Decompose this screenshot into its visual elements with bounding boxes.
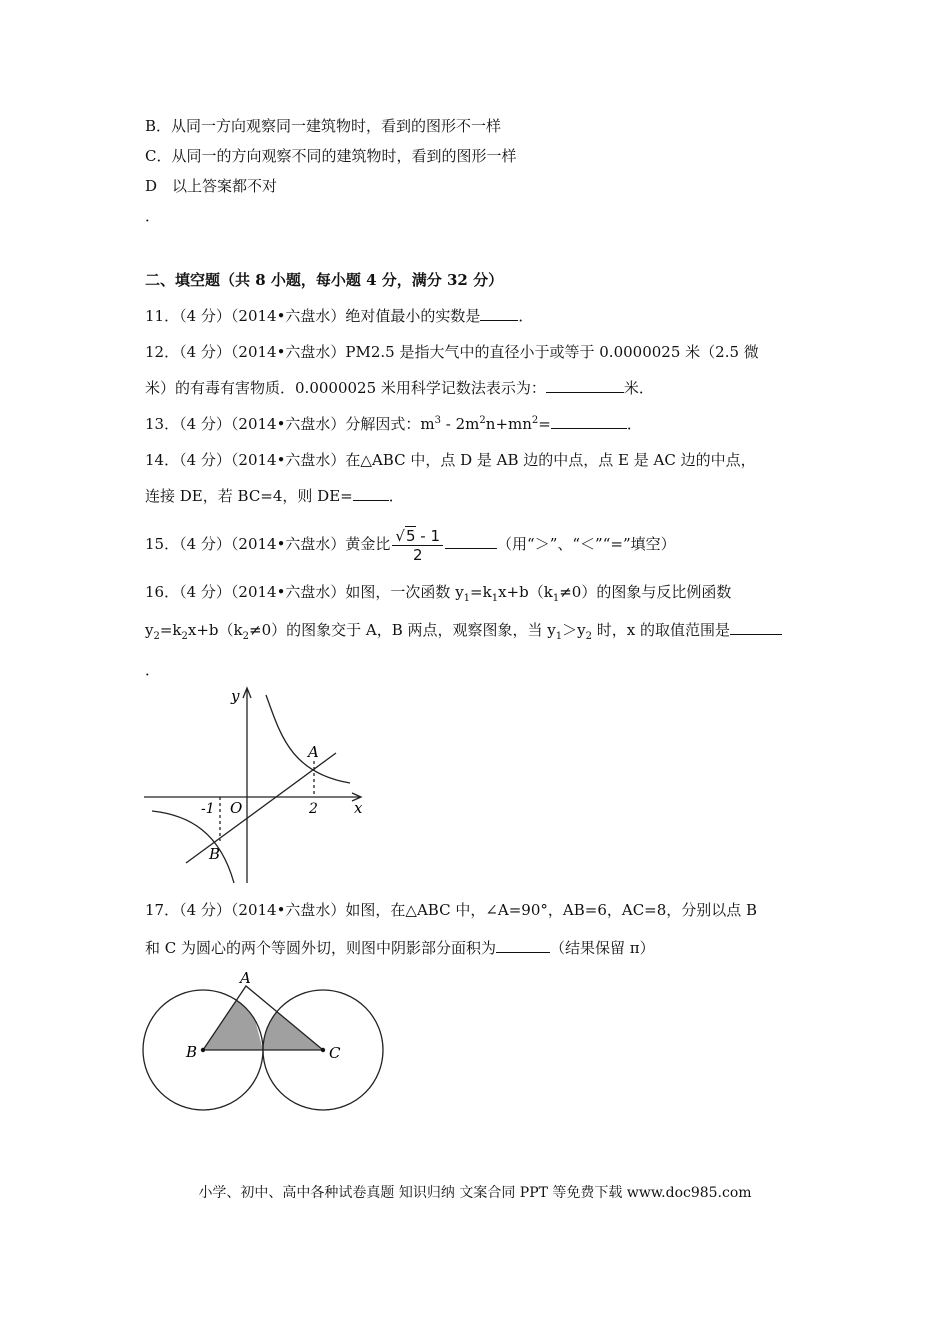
- answer-blank: [353, 486, 389, 501]
- q13-sup: 3: [434, 415, 442, 426]
- section-title: 二、填空题（共 8 小题，每小题 4 分，满分 32 分）: [145, 271, 504, 289]
- q16-sub: 2: [585, 631, 592, 642]
- q13-sup: 2: [479, 415, 486, 426]
- sqrt-radicand: 5: [405, 526, 416, 545]
- option-dot: ．: [145, 207, 161, 225]
- point-a-label: A: [308, 743, 319, 761]
- q14-end: ．: [388, 487, 404, 505]
- q11-end: ．: [518, 307, 534, 325]
- q17-line2-text: 和 C 为圆心的两个等圆外切，则图中阴影部分面积为: [145, 939, 497, 957]
- q12-line2-text: 米）的有毒有害物质．0.0000025 米用科学记数法表示为：: [145, 379, 546, 397]
- origin-label: O: [230, 799, 243, 817]
- function-graph: [140, 683, 380, 888]
- q16-text: x+b（k: [187, 621, 243, 639]
- answer-blank: [551, 414, 627, 429]
- answer-blank: [730, 620, 782, 635]
- q16-sub: 2: [242, 631, 250, 642]
- question-17-line2: [145, 938, 655, 958]
- option-b: B．从同一方向观察同一建筑物时，看到的图形不一样: [145, 117, 502, 135]
- q16-sub: 2: [181, 631, 188, 642]
- q16-text: y: [145, 621, 154, 639]
- two-label: 2: [309, 801, 318, 817]
- question-16-line1: [145, 582, 731, 602]
- question-17-line1: 17．（4 分）（2014•六盘水）如图，在△ABC 中，∠A=90°，AB=6，AC=8，分别以点 B: [145, 901, 758, 919]
- question-16-line2: [145, 620, 782, 640]
- numerator-minus: - 1: [415, 526, 441, 545]
- q16-text: x+b（k: [498, 583, 553, 601]
- q15-prefix: 15．（4 分）（2014•六盘水）黄金比: [145, 535, 391, 553]
- q14-line2-text: 连接 DE，若 BC=4，则 DE=: [145, 487, 353, 505]
- question-12-line2: [145, 378, 654, 398]
- option-c: C．从同一的方向观察不同的建筑物时，看到的图形一样: [145, 147, 517, 165]
- golden-ratio-fraction: [392, 527, 443, 564]
- q16-sub: 1: [491, 593, 499, 604]
- question-13: [145, 414, 642, 434]
- q16-text: ＞y: [562, 621, 586, 639]
- y-label: y: [231, 687, 240, 705]
- answer-blank: [496, 938, 550, 953]
- q12-end: 米．: [623, 379, 654, 397]
- q13-mid: - 2m: [441, 415, 480, 433]
- q16-text: 时，x 的取值范围是: [592, 621, 730, 639]
- point-c: [321, 1048, 325, 1052]
- q16-text: ≠0）的图象交于 A，B 两点，观察图象，当 y: [249, 621, 556, 639]
- q17-end: （结果保留 π）: [550, 939, 655, 957]
- q16-sub: 1: [555, 631, 563, 642]
- label-b: B: [186, 1043, 198, 1061]
- question-14-line1: 14．（4 分）（2014•六盘水）在△ABC 中，点 D 是 AB 边的中点，点 E 是 AC 边的中点，: [145, 451, 756, 469]
- answer-blank: [480, 306, 518, 321]
- answer-blank: [546, 378, 624, 393]
- q16-text: ≠0）的图象与反比例函数: [559, 583, 732, 601]
- q13-end: ．: [626, 415, 642, 433]
- page-footer: 小学、初中、高中各种试卷真题 知识归纳 文案合同 PPT 等免费下载 www.doc985.com: [198, 1185, 752, 1201]
- q13-mid2: n+mn: [485, 415, 532, 433]
- q16-sub: 2: [153, 631, 160, 642]
- q16-text: 16．（4 分）（2014•六盘水）如图，一次函数 y: [145, 583, 464, 601]
- label-a: A: [240, 972, 251, 987]
- hyperbola-branch-lower: [152, 811, 234, 883]
- q13-eq: =: [538, 415, 551, 433]
- q13-sup: 2: [531, 415, 539, 426]
- two-circles-figure: [140, 972, 390, 1117]
- q16-text: =k: [159, 621, 182, 639]
- question-12-line1: 12．（4 分）（2014•六盘水）PM2.5 是指大气中的直径小于或等于 0.0000025 米（2.5 微: [145, 343, 759, 361]
- x-label: x: [354, 799, 363, 817]
- hyperbola-branch-upper: [266, 695, 350, 783]
- question-11: [145, 306, 533, 326]
- q11-text: 11．（4 分）（2014•六盘水）绝对值最小的实数是: [145, 307, 481, 325]
- question-14-line2: [145, 486, 404, 506]
- fraction-denominator: 2: [412, 545, 423, 564]
- q16-dot: ．: [145, 661, 161, 679]
- q16-sub: 1: [463, 593, 471, 604]
- minus-one-label: -1: [201, 801, 215, 817]
- option-d: D 以上答案都不对: [145, 177, 278, 195]
- answer-blank: [445, 534, 497, 549]
- fraction-numerator: √5 - 1: [392, 527, 443, 546]
- point-b-label: B: [209, 845, 221, 863]
- q15-suffix: （用“＞”、“＜”“=”填空）: [497, 535, 676, 553]
- q13-prefix: 13．（4 分）（2014•六盘水）分解因式：m: [145, 415, 435, 433]
- question-15: [145, 522, 676, 566]
- label-c: C: [329, 1044, 341, 1062]
- point-b: [201, 1048, 205, 1052]
- q16-text: =k: [470, 583, 492, 601]
- q16-sub: 1: [552, 593, 560, 604]
